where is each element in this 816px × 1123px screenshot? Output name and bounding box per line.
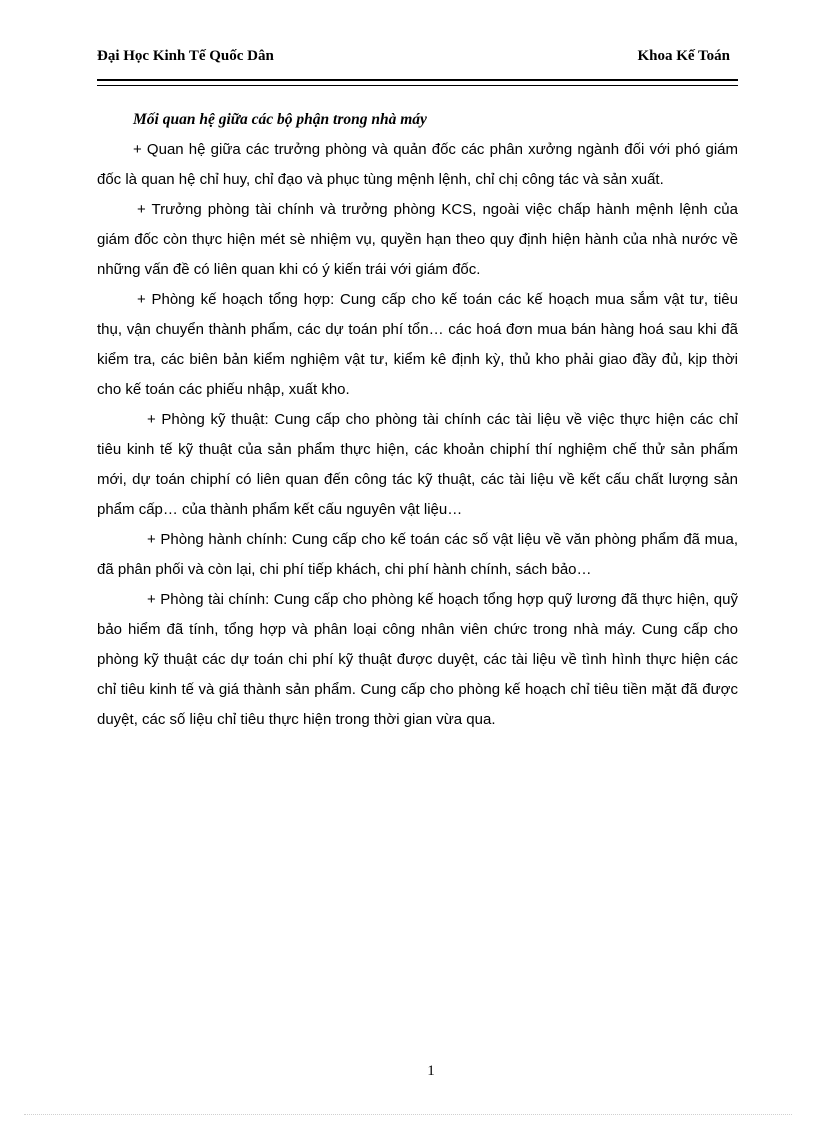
paragraph-administration-department: + Phòng hành chính: Cung cấp cho kế toán các số vật liệu về văn phòng phẩm đã mua, đã phân phối và còn lại, chi phí tiếp khách, chi phí hành chính, sách bảo…: [97, 531, 738, 578]
paragraph-technical-department: + Phòng kỹ thuật: Cung cấp cho phòng tài chính các tài liệu về việc thực hiện các chỉ tiêu kinh tế kỹ thuật của sản phẩm thực hiện, các khoản chiphí thí nghiệm chế thử sản phẩm mới, dự toán chiphí có liên quan đến công tác kỹ thuật, các tài liệu về kết cấu chất lượng sản phẩm cấp… của thành phẩm kết cấu nguyên vật liệu…: [97, 411, 738, 518]
paragraph-finance-department: + Phòng tài chính: Cung cấp cho phòng kế hoạch tổng hợp quỹ lương đã thực hiện, quỹ bảo hiểm đã tính, tổng hợp và phân loại công nhân viên chức trong nhà máy. Cung cấp cho phòng kỹ thuật các dự toán chi phí kỹ thuật được duyệt, các tài liệu về tình hình thực hiện các chỉ tiêu kinh tế và giá thành sản phẩm. Cung cấp cho phòng kế hoạch chỉ tiêu tiền mặt đã được duyệt, các số liệu chỉ tiêu thực hiện trong thời gian vừa qua.: [97, 591, 738, 728]
header-university-name: Đại Học Kinh Tế Quốc Dân: [97, 48, 274, 64]
header-faculty-name: Khoa Kế Toán: [637, 48, 730, 64]
page-header: [97, 48, 730, 70]
section-title: Mối quan hệ giữa các bộ phận trong nhà máy: [133, 111, 427, 128]
page-bottom-edge: [24, 1114, 792, 1115]
paragraph-finance-kcs: + Trưởng phòng tài chính và trưởng phòng KCS, ngoài việc chấp hành mệnh lệnh của giám đốc còn thực hiện mét sè nhiệm vụ, quyền hạn theo quy định hiện hành của nhà nước về những vấn đề có liên quan khi có ý kiến trái với giám đốc.: [97, 201, 738, 278]
page-number: 1: [427, 1063, 435, 1079]
paragraph-department-heads: + Quan hệ giữa các trưởng phòng và quản đốc các phân xưởng ngành đối với phó giám đốc là quan hệ chỉ huy, chỉ đạo và phục tùng mệnh lệnh, chỉ chị công tác và sản xuất.: [97, 141, 738, 188]
document-body: [97, 105, 738, 735]
paragraph-planning-department: + Phòng kế hoạch tổng hợp: Cung cấp cho kế toán các kế hoạch mua sắm vật tư, tiêu thụ, vận chuyển thành phẩm, các dự toán phí tổn… các hoá đơn mua bán hàng hoá sau khi đã kiểm tra, các biên bản kiểm nghiệm vật tư, kiểm kê định kỳ, thủ kho phải giao đầy đủ, kịp thời cho kế toán các phiếu nhập, xuất kho.: [97, 291, 738, 398]
header-divider: [97, 79, 738, 86]
